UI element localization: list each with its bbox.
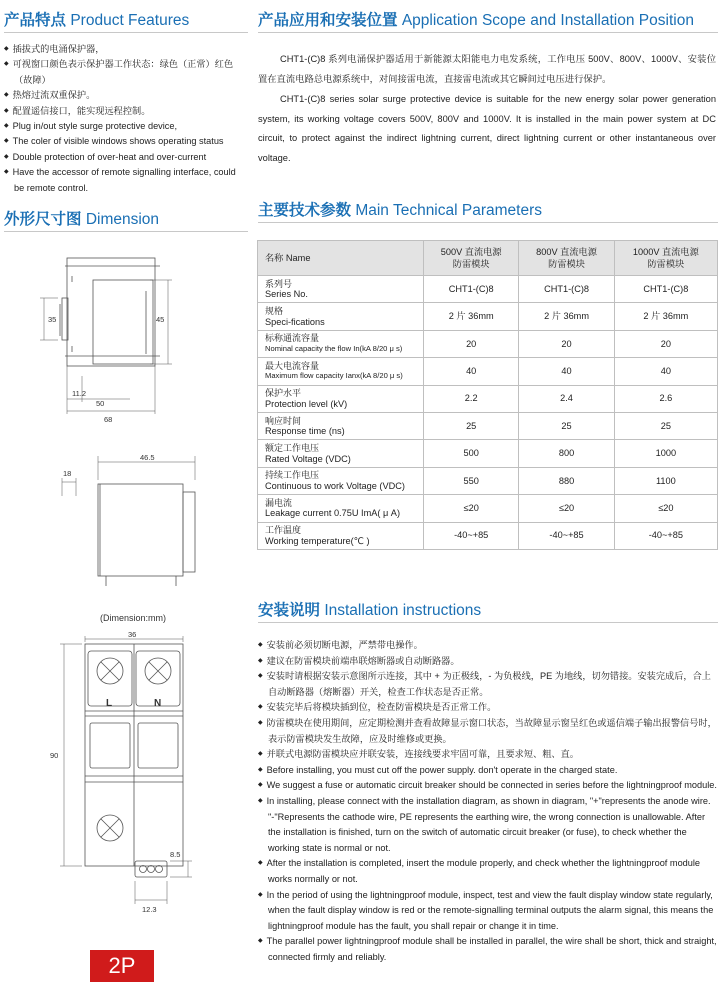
- dim-90: 90: [50, 751, 59, 760]
- param-value: CHT1-(C)8: [424, 276, 519, 303]
- table-row: [258, 412, 718, 439]
- dim-35: 35: [48, 315, 57, 324]
- feature-item: ◆ Plug in/out style surge protective device,: [4, 119, 248, 134]
- param-label: 额定工作电压 Rated Voltage (VDC): [258, 440, 424, 467]
- table-row: [258, 495, 718, 522]
- install-item: ◆ 并联式电源防雷模块应并联安装，连接线要求牢固可靠，且要求短、粗、直。: [258, 747, 718, 763]
- install-item: ◆ 防雷模块在使用期间，应定期检测并查看故障显示窗口状态，当故障显示窗呈红色或遥信端子输出报警信号时，表示防雷模块发生故障，应及时维修或更换。: [258, 716, 718, 747]
- param-label: 工作温度 Working temperature(℃ ): [258, 522, 424, 549]
- param-value: 40: [424, 358, 519, 385]
- terminal-n-label: N: [154, 698, 162, 709]
- feature-item: ◆ The coler of visible windows shows operating status: [4, 134, 248, 149]
- feature-item: ◆ 插拔式的电涌保护器，: [4, 42, 248, 57]
- table-row: [258, 358, 718, 385]
- install-title-en: Installation instructions: [324, 602, 482, 619]
- param-label: 保护水平 Protection level (kV): [258, 385, 424, 412]
- install-item: ◆ After the installation is completed, insert the module properly, and check whether the lightningproof module works normally or not.: [258, 856, 718, 887]
- param-value: 25: [614, 412, 717, 439]
- table-row: [258, 522, 718, 549]
- dim-36: 36: [128, 630, 137, 639]
- param-label: 标称通流容量 Nominal capacity the flow In(kA 8/20 μ s): [258, 330, 424, 357]
- install-title: [258, 598, 481, 620]
- dimension-rule: [4, 231, 248, 232]
- param-value: 800: [519, 440, 614, 467]
- install-item: ◆ 建议在防雷模块前端串联熔断器或自动断路器。: [258, 654, 718, 670]
- application-text-cn: CHT1-(C)8 系列电涌保护器适用于新能源太阳能电力电发系统，工作电压 500V、800V、1000V、安装位置在直流电路总电源系统中，对间接雷电流，直接雷电流或其它瞬间过电压进行保护。: [258, 54, 716, 84]
- front-view-drawing: [40, 258, 172, 414]
- header-name: 名称 Name: [258, 241, 424, 276]
- dim-8-5: 8.5: [170, 850, 181, 859]
- features-title-cn: 产品特点: [4, 12, 67, 29]
- dim-18: 18: [63, 469, 72, 478]
- param-value: CHT1-(C)8: [614, 276, 717, 303]
- header-col-500v: 500V 直流电源 防雷模块: [424, 241, 519, 276]
- param-label: 漏电流 Leakage current 0.75U ImA( μ A): [258, 495, 424, 522]
- param-label: 最大电流容量 Maximum flow capacity Ianx(kA 8/20 μ s): [258, 358, 424, 385]
- install-item: ◆ In installing, please connect with the installation diagram, as shown in diagram, "+"represents the anode wire. "-"Represents the cathode wire, PE represents the earthing wire, the wrong connection is unallowable. After the installation is finished, turn on the switch of automatic circuit breaker (or fuse), to check whether the working state is normal or not.: [258, 794, 718, 856]
- install-item: ◆ 安装完毕后将模块插到位，检查防雷模块是否正常工作。: [258, 700, 718, 716]
- params-rule: [258, 222, 718, 223]
- install-item: ◆ The parallel power lightningproof module shall be installed in parallel, the wire shall be short, thick and straight, connected firmly and reliably.: [258, 934, 718, 965]
- dim-50: 50: [96, 399, 105, 408]
- features-rule: [4, 32, 248, 33]
- dim-11: 11.2: [72, 389, 87, 398]
- table-row: [258, 440, 718, 467]
- application-rule: [258, 32, 718, 33]
- param-value: ≤20: [614, 495, 717, 522]
- params-header-row: [258, 241, 718, 276]
- dim-68: 68: [104, 415, 113, 424]
- param-value: 1100: [614, 467, 717, 494]
- application-text-en: CHT1-(C)8 series solar surge protective device is suitable for the new energy solar power generation system, its working voltage covers 500V, 800V and 1000V. It is installed in the main power system at DC circuit, to protect against the indirect lightning current, direct lightning current or other instantaneous over voltage.: [258, 94, 716, 163]
- param-value: 2.6: [614, 385, 717, 412]
- dimension-title-cn: 外形尺寸图: [4, 211, 82, 228]
- features-title-en: Product Features: [70, 12, 190, 29]
- feature-item: ◆ Have the accessor of remote signalling interface, could be remote control.: [4, 165, 248, 196]
- param-value: 2.2: [424, 385, 519, 412]
- param-value: 25: [424, 412, 519, 439]
- feature-item: ◆ 可视窗口颜色表示保护器工作状态：绿色（正常）红色（故障）: [4, 57, 248, 88]
- features-title: [4, 8, 189, 30]
- dimension-title: [4, 207, 159, 229]
- application-title: [258, 8, 694, 30]
- feature-item: ◆ 配置遥信接口，能实现远程控制。: [4, 104, 248, 119]
- param-value: CHT1-(C)8: [519, 276, 614, 303]
- terminal-l-label: L: [106, 698, 113, 709]
- application-title-en: Application Scope and Installation Position: [401, 12, 694, 29]
- feature-item: ◆ 热熔过流双重保护。: [4, 88, 248, 103]
- table-row: [258, 385, 718, 412]
- param-label: 响应时间 Response time (ns): [258, 412, 424, 439]
- table-row: [258, 467, 718, 494]
- dim-46-5: 46.5: [140, 453, 155, 462]
- param-value: 2.4: [519, 385, 614, 412]
- param-label: 规格 Speci-fications: [258, 303, 424, 330]
- header-col-1000v: 1000V 直流电源 防雷模块: [614, 241, 717, 276]
- features-list: [4, 42, 248, 196]
- param-value: 550: [424, 467, 519, 494]
- install-item: ◆ In the period of using the lightningproof module, inspect, test and view the fault display window state regularly, when the fault display window is red or the remote-signalling terminal outputs the alarm signal, this means the lightningproof module has the fault, you shall repair or change it in time.: [258, 888, 718, 935]
- install-item: ◆ We suggest a fuse or automatic circuit breaker should be connected in series before the lightningproof module.: [258, 778, 718, 794]
- table-row: [258, 276, 718, 303]
- param-label: 系列号 Series No.: [258, 276, 424, 303]
- table-row: [258, 330, 718, 357]
- params-title: [258, 198, 542, 220]
- param-value: 2 片 36mm: [424, 303, 519, 330]
- top-view-drawing: [60, 636, 192, 904]
- dim-12-3: 12.3: [142, 905, 157, 914]
- param-value: 25: [519, 412, 614, 439]
- param-value: 20: [519, 330, 614, 357]
- param-value: 880: [519, 467, 614, 494]
- install-item: ◆ Before installing, you must cut off the power supply. don't operate in the charged state.: [258, 763, 718, 779]
- feature-item: ◆ Double protection of over-heat and over-current: [4, 150, 248, 165]
- param-value: ≤20: [519, 495, 614, 522]
- params-table: [257, 240, 718, 550]
- param-value: -40~+85: [519, 522, 614, 549]
- params-title-cn: 主要技术参数: [258, 202, 352, 219]
- application-title-cn: 产品应用和安装位置: [258, 12, 398, 29]
- param-value: 2 片 36mm: [614, 303, 717, 330]
- dimension-title-en: Dimension: [85, 211, 160, 228]
- param-value: -40~+85: [424, 522, 519, 549]
- dimension-caption: (Dimension:mm): [100, 613, 167, 623]
- param-value: 40: [519, 358, 614, 385]
- install-item: ◆ 安装时请根据安装示意图所示连接，其中 + 为正极线，- 为负极线，PE 为地线，切勿错接。安装完成后，合上自动断路器（熔断器）开关，检查工作状态是否正常。: [258, 669, 718, 700]
- param-label: 持续工作电压 Continuous to work Voltage (VDC): [258, 467, 424, 494]
- params-title-en: Main Technical Parameters: [355, 202, 542, 219]
- install-title-cn: 安装说明: [258, 602, 321, 619]
- header-col-800v: 800V 直流电源 防雷模块: [519, 241, 614, 276]
- param-value: 20: [614, 330, 717, 357]
- param-value: 40: [614, 358, 717, 385]
- dim-45: 45: [156, 315, 165, 324]
- table-row: [258, 303, 718, 330]
- param-value: -40~+85: [614, 522, 717, 549]
- param-value: ≤20: [424, 495, 519, 522]
- param-value: 1000: [614, 440, 717, 467]
- side-view-drawing: [62, 456, 195, 586]
- install-item: ◆ 安装前必须切断电源，严禁带电操作。: [258, 638, 718, 654]
- param-value: 500: [424, 440, 519, 467]
- install-list: [258, 638, 718, 965]
- dimension-drawings: [0, 236, 250, 986]
- param-value: 2 片 36mm: [519, 303, 614, 330]
- model-badge: 2P: [90, 950, 154, 982]
- install-rule: [258, 622, 718, 623]
- param-value: 20: [424, 330, 519, 357]
